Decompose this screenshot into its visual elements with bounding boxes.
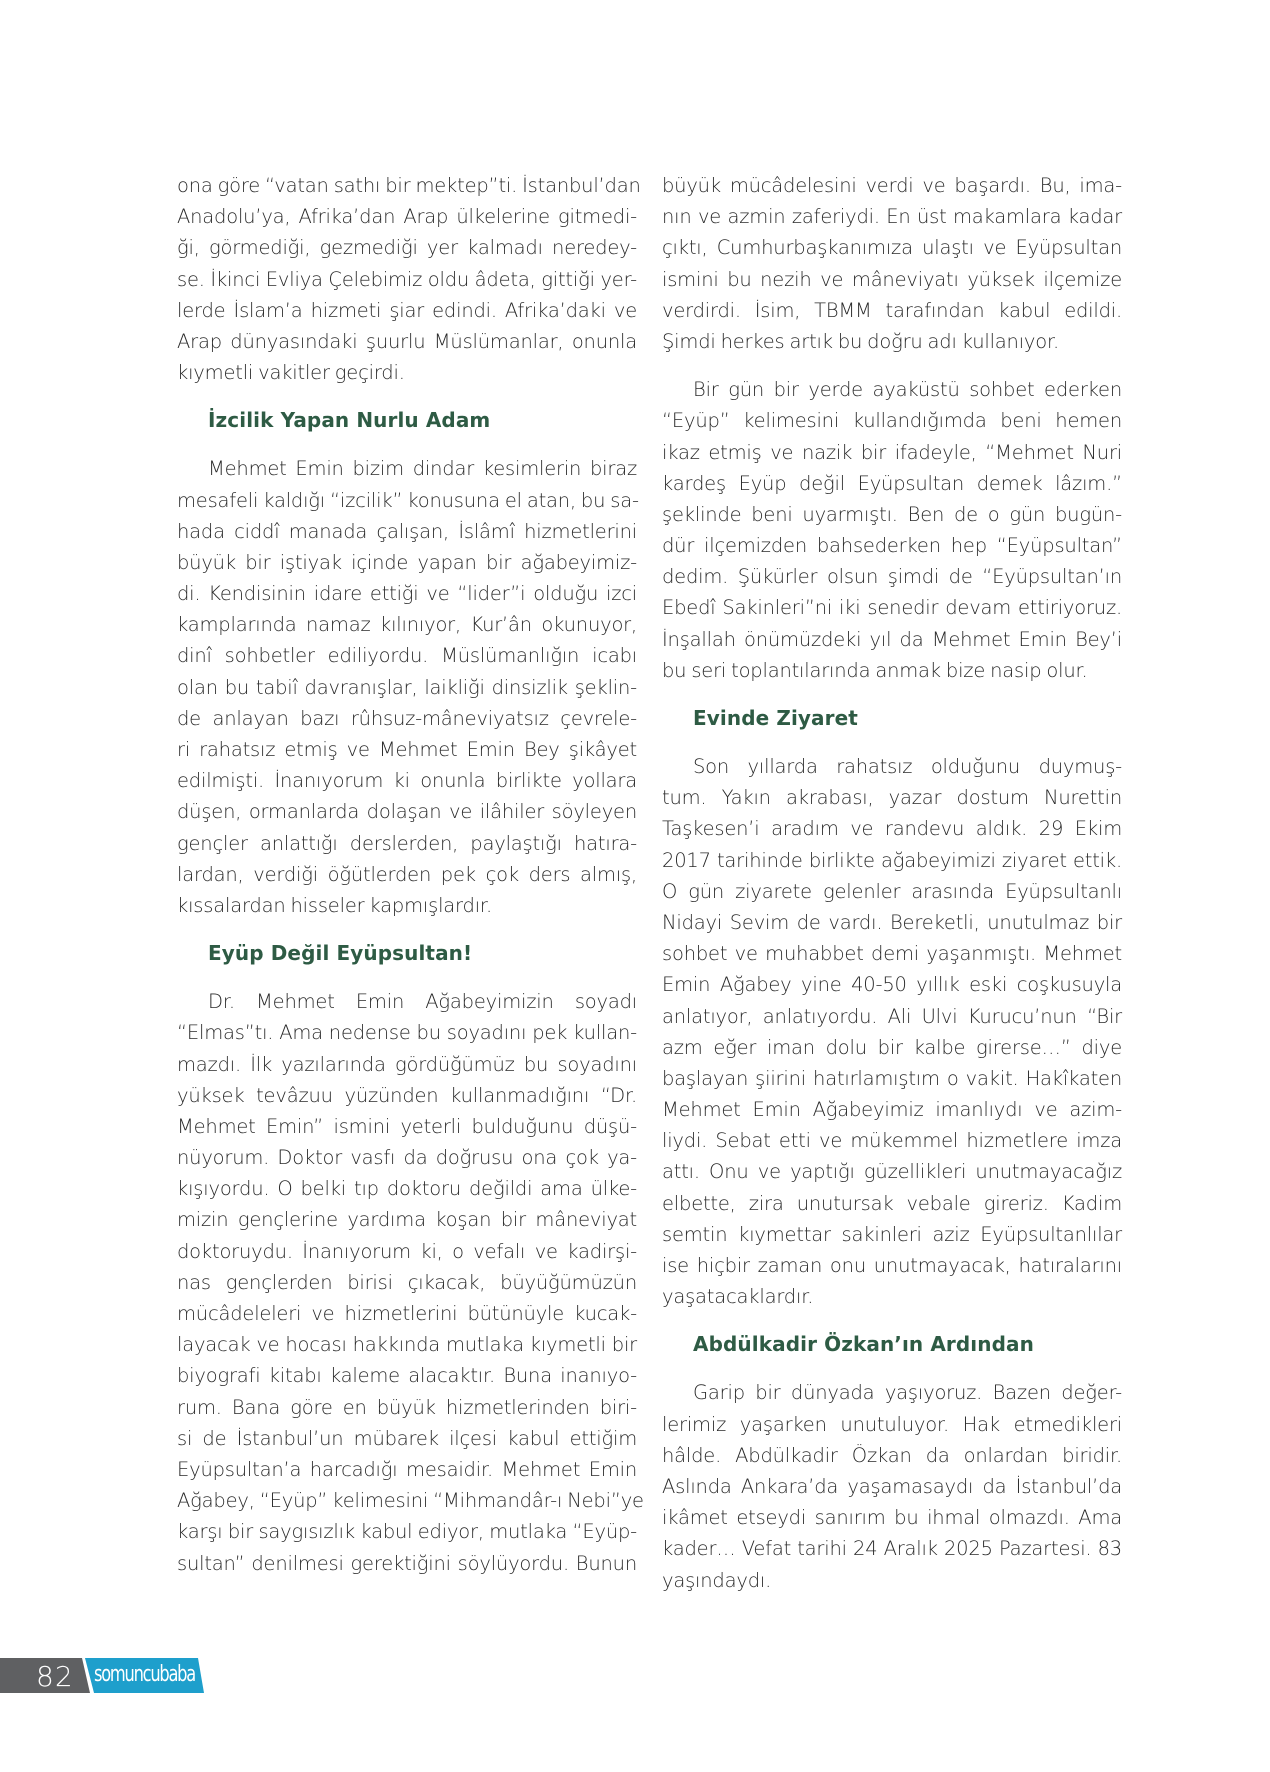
text-line: hada ciddî manada çalışan, İslâmî hizmetlerini (177, 519, 637, 543)
text-line: Ebedî Sakinleri”ni iki senedir devam ettiriyoruz. (662, 596, 1122, 620)
text-line: dür ilçemizden bahsederken hep “Eyüpsultan” (662, 534, 1122, 558)
left-column (177, 170, 644, 1596)
text-line: anlatıyor, anlatıyordu. Ali Ulvi Kurucu’nun “Bir (662, 1004, 1122, 1028)
text-line: “Eyüp” kelimesini kullandığımda beni hemen (662, 409, 1122, 433)
text-line: verdirdi. İsim, TBMM tarafından kabul edildi. (662, 298, 1122, 322)
text-line: şeklinde beni uyarmıştı. Ben de o gün bugün- (662, 502, 1122, 526)
section-heading: Abdülkadir Özkan’ın Ardından (693, 1332, 1034, 1357)
paragraph (177, 453, 637, 921)
page-number: 82 (36, 1660, 74, 1693)
text-line: hâlde. Abdülkadir Özkan da onlardan biridir. (662, 1443, 1122, 1467)
text-line: kıssalardan hisseler kapmışlardır. (177, 893, 492, 917)
text-line: kıymetli vakitler geçirdi. (177, 361, 405, 385)
paragraph (662, 170, 1122, 357)
text-line: başlayan şiirini hatırlamıştım o vakit. Hakîkaten (662, 1066, 1122, 1090)
text-line: O gün ziyarete gelenler arasında Eyüpsultanlı (662, 879, 1122, 903)
text-line: büyük mücâdelesini verdi ve başardı. Bu, ima- (662, 174, 1122, 197)
section-heading: İzcilik Yapan Nurlu Adam (208, 408, 491, 433)
text-line: bu seri toplantılarında anmak bize nasip olur. (662, 658, 1088, 682)
text-line: mizin gençlerine yardıma koşan bir mâneviyat (177, 1208, 637, 1232)
text-line: layacak ve hocası hakkında mutlaka kıymetli bir (177, 1333, 637, 1357)
text-line: mazdı. İlk yazılarında gördüğümüz bu soyadını (177, 1052, 637, 1076)
text-line: yüksek tevâzuu yüzünden kullanmadığını “Dr. (177, 1083, 637, 1107)
text-line: Mehmet Emin Ağabeyimiz imanlıydı ve azim- (662, 1098, 1122, 1122)
text-line: Nidayi Sevim de vardı. Bereketli, unutulmaz bir (662, 910, 1122, 934)
text-line: lerimiz yaşarken unutuluyor. Hak etmedikleri (662, 1412, 1122, 1436)
text-line: Aslında Ankara’da yaşamasaydı da İstanbul’da (662, 1474, 1122, 1498)
text-line: İnşallah önümüzdeki yıl da Mehmet Emin Bey’i (662, 627, 1122, 651)
text-line: Şimdi herkes artık bu doğru adı kullanıyor. (662, 329, 1060, 353)
text-line: liydi. Sebat etti ve mükemmel hizmetlere imza (662, 1129, 1122, 1153)
text-line: düşen, ormanlarda dolaşan ve ilâhiler söyleyen (177, 800, 637, 824)
text-line: çıktı, Cumhurbaşkanımıza ulaştı ve Eyüpsultan (662, 236, 1122, 260)
paragraph (177, 170, 641, 388)
text-line: rum. Bana göre en büyük hizmetlerinden biri- (177, 1395, 637, 1419)
text-line: Bir gün bir yerde ayaküstü sohbet ederken (693, 378, 1122, 402)
text-line: ği, görmediği, gezmediği yer kalmadı neredey- (177, 236, 637, 260)
text-line: elbette, zira unutursak vebale gireriz. Kadim (662, 1191, 1122, 1215)
text-line: Son yıllarda rahatsız olduğunu duymuş- (693, 755, 1122, 778)
text-line: ikâmet etseydi sanırım bu ihmal olmazdı. Ama (662, 1506, 1122, 1530)
text-line: kader… Vefat tarihi 24 Aralık 2025 Pazartesi. 83 (662, 1537, 1122, 1561)
text-line: nüyorum. Doktor vasfı da doğrusu ona çok ya- (177, 1146, 637, 1170)
text-line: mesafeli kaldığı “izcilik” konusuna el atan, bu sa- (177, 488, 639, 512)
text-line: kardeş Eyüp değil Eyüpsultan demek lâzım.” (662, 471, 1122, 495)
text-line: Anadolu’ya, Afrika’dan Arap ülkelerine gitmedi- (177, 205, 637, 229)
paragraph (662, 374, 1122, 686)
text-line: nas gençlerden birisi çıkacak, büyüğümüzün (177, 1270, 637, 1294)
text-line: sultan” denilmesi gerektiğini söylüyordu. Bunun (177, 1551, 637, 1575)
text-line: Dr. Mehmet Emin Ağabeyimizin soyadı (208, 990, 637, 1014)
text-line: ismini bu nezih ve mâneviyatı yüksek ilçemize (662, 267, 1122, 291)
text-line: gençler anlattığı derslerden, paylaştığı hatıra- (177, 831, 637, 855)
text-line: sohbet ve muhabbet demi yaşanmıştı. Mehmet (662, 942, 1122, 966)
text-line: biyografi kitabı kaleme alacaktır. Buna inanıyo- (177, 1364, 637, 1388)
text-line: se. İkinci Evliya Çelebimiz oldu âdeta, gittiği yer- (177, 267, 637, 291)
paragraph (662, 751, 1122, 1312)
text-line: “Elmas”tı. Ama nedense bu soyadını pek kullan- (177, 1021, 637, 1045)
text-line: ikaz etmiş ve nazik bir ifadeyle, “Mehmet Nuri (662, 440, 1122, 464)
right-column (662, 170, 1122, 1613)
text-line: yaşatacaklardır. (662, 1285, 814, 1309)
text-line: dinî sohbetler ediliyordu. Müslümanlığın icabı (177, 644, 637, 668)
text-line: Eyüpsultan’a harcadığı mesaidir. Mehmet Emin (177, 1457, 637, 1481)
section-heading: Evinde Ziyaret (693, 706, 858, 730)
text-line: lardan, verdiği öğütlerden pek çok ders almış, (177, 862, 637, 886)
text-line: Mehmet Emin” ismini yeterli bulduğunu düşü- (177, 1114, 637, 1138)
text-line: büyük bir iştiyak içinde yapan bir ağabeyimiz- (177, 550, 637, 574)
text-line: edilmişti. İnanıyorum ki onunla birlikte yollara (177, 769, 637, 793)
text-line: Ağabey, “Eyüp” kelimesini “Mihmandâr-ı Nebi”ye (177, 1489, 644, 1513)
section-heading: Eyüp Değil Eyüpsultan! (208, 941, 473, 966)
text-line: kamplarında namaz kılınıyor, Kur’ân okunuyor, (177, 613, 637, 637)
text-line: karşı bir saygısızlık kabul ediyor, mutlaka “Eyüp- (177, 1520, 637, 1544)
text-line: nın ve azmin zaferiydi. En üst makamlara kadar (662, 205, 1122, 229)
text-line: Arap dünyasındaki şuurlu Müslümanlar, onunla (177, 329, 637, 353)
text-line: Garip bir dünyada yaşıyoruz. Bazen değer- (693, 1381, 1122, 1405)
text-line: semtin kıymettar sakinleri aziz Eyüpsultanlılar (662, 1222, 1122, 1246)
magazine-logo: somuncubaba (94, 1662, 195, 1687)
paragraph (662, 1377, 1122, 1595)
text-line: olan bu tabiî davranışlar, laikliği dinsizlik şeklin- (177, 675, 637, 699)
page-footer (0, 1658, 210, 1693)
paragraph (177, 986, 644, 1579)
text-line: Mehmet Emin bizim dindar kesimlerin biraz (208, 457, 637, 481)
text-line: azm eğer iman dolu bir kalbe girerse…” diye (662, 1035, 1122, 1059)
text-line: di. Kendisinin idare ettiği ve “lider”i olduğu izci (177, 582, 637, 606)
text-line: de anlayan bazı rûhsuz-mâneviyatsız çevrele- (177, 706, 637, 730)
text-line: yaşındaydı. (662, 1568, 772, 1592)
text-line: dedim. Şükürler olsun şimdi de “Eyüpsultan’ın (662, 565, 1122, 589)
text-line: lerde İslam’a hizmeti şiar edindi. Afrika’daki ve (177, 298, 637, 322)
text-line: ise hiçbir zaman onu unutmayacak, hatıralarını (662, 1254, 1122, 1277)
text-line: kışıyordu. O belki tıp doktoru değildi ama ülke- (177, 1177, 637, 1201)
text-line: mücâdeleleri ve hizmetlerini bütünüyle kucak- (177, 1302, 637, 1325)
text-line: doktoruydu. İnanıyorum ki, o vefalı ve kadirşi- (177, 1239, 637, 1263)
text-line: attı. Onu ve yaptığı güzellikleri unutmayacağız (662, 1160, 1122, 1184)
text-line: si de İstanbul’un mübarek ilçesi kabul ettiğim (177, 1426, 637, 1450)
text-line: Taşkesen’i aradım ve randevu aldık. 29 Ekim (662, 817, 1122, 841)
text-line: tum. Yakın akrabası, yazar dostum Nurettin (662, 786, 1122, 810)
text-line: ri rahatsız etmiş ve Mehmet Emin Bey şikâyet (177, 738, 637, 761)
text-line: ona göre “vatan sathı bir mektep”ti. İstanbul’dan (177, 174, 641, 197)
text-line: Emin Ağabey yine 40-50 yıllık eski coşkusuyla (662, 973, 1122, 997)
text-line: 2017 tarihinde birlikte ağabeyimizi ziyaret ettik. (662, 848, 1122, 872)
